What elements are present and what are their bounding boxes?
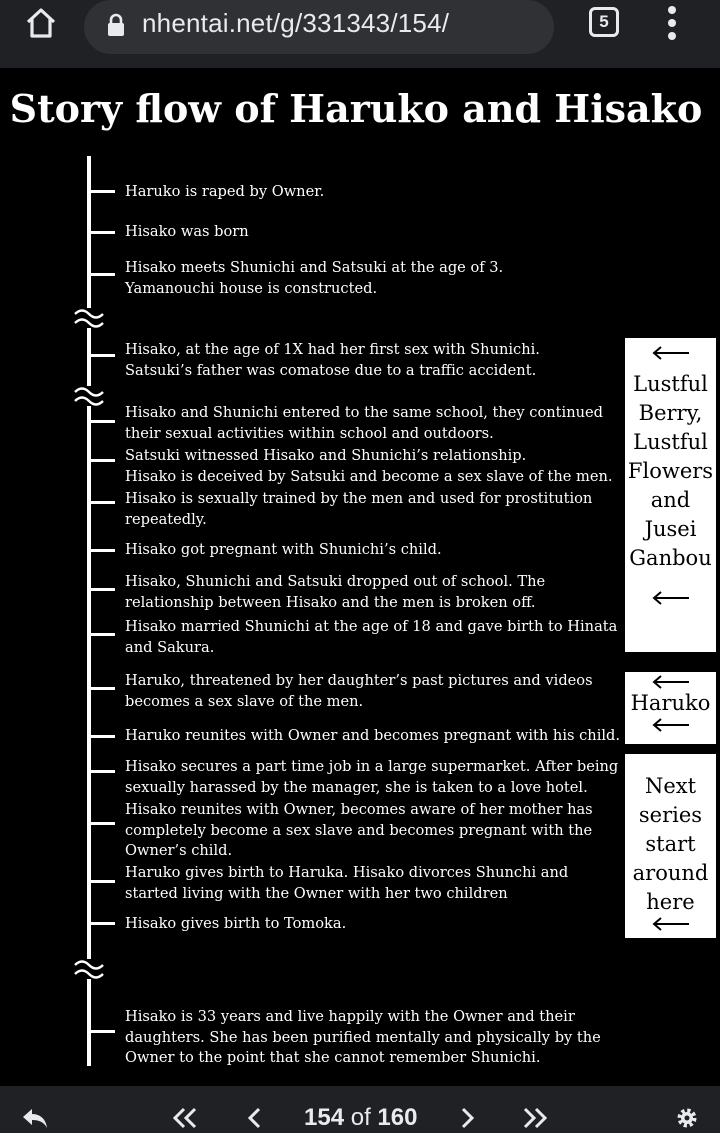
timeline-tick [89,231,115,234]
tab-switcher-button[interactable]: 5 [589,7,619,37]
timeline-event: Hisako and Shunichi entered to the same school, they continued their sexual activities within school and outdoors. [125,404,603,442]
timeline-tick [89,588,115,591]
gear-icon[interactable] [672,1106,702,1130]
timeline-event: Haruko, threatened by her daughter’s past pictures and videos becomes a sex slave of the men. [125,672,593,710]
series-label-box [625,338,716,652]
home-icon[interactable] [24,6,58,40]
timeline-event: Hisako, Shunichi and Satsuki dropped out of school. The relationship between Hisako and the men is broken off. [125,573,546,611]
timeline-tick [89,501,115,504]
timeline-tick [89,273,115,276]
current-page: 154 [304,1104,345,1131]
timeline-tick [89,549,115,552]
double-chevron-left-icon[interactable] [170,1106,200,1130]
timeline-event: Haruko is raped by Owner. [125,183,325,200]
timeline-event: Haruko gives birth to Haruka. Hisako divorces Shunchi and started living with the Owner with her two children [125,864,569,902]
timeline-tick [89,822,115,825]
timeline-event: Hisako was born [125,223,249,240]
timeline-event: Hisako meets Shunichi and Satsuki at the age of 3. Yamanouchi house is constructed. [125,259,504,297]
timeline-tick [89,420,115,423]
browser-toolbar [0,0,720,68]
arrow-left-icon [651,675,691,689]
lock-icon [106,13,126,37]
timeline-event: Haruko reunites with Owner and becomes pregnant with his child. [125,727,621,744]
series-label: Haruko [630,691,711,715]
series-label: Next series start around here [632,774,709,914]
timeline-event: Satsuki witnessed Hisako and Shunichi’s relationship. Hisako is deceived by Satsuki and become a sex slave of the men. [125,447,613,485]
timeline-tick [89,459,115,462]
double-chevron-right-icon[interactable] [520,1106,550,1130]
timeline-event: Hisako secures a part time job in a large supermarket. After being sexually harassed by the manager, she is taken to a love hotel. [125,758,619,796]
address-bar[interactable] [84,0,554,54]
chevron-right-icon[interactable] [452,1106,482,1130]
url-text: nhentai.net/g/331343/154/ [142,8,450,38]
timeline-tick [89,354,115,357]
arrow-left-icon [651,718,691,732]
timeline-event: Hisako reunites with Owner, becomes aware of her mother has completely become a sex slave and becomes pregnant with the Owner’s child. [125,801,593,859]
page-title: Story flow of Haruko and Hisako [9,86,703,131]
timeline-tick [89,922,115,925]
timeline-event: Hisako is sexually trained by the men and used for prostitution repeatedly. [125,490,593,528]
timeline-tick [89,735,115,738]
reader-nav-bar [0,1086,720,1133]
timeline-tick [89,687,115,690]
timeline-line [87,156,91,1066]
timeline-tick [89,880,115,883]
timeline-break-icon [72,304,106,332]
timeline-break-icon [72,382,106,410]
arrow-left-icon [651,591,691,605]
reply-back-icon[interactable] [20,1106,50,1130]
series-label-box [625,672,716,744]
series-label-box [625,754,716,938]
page-counter [304,1104,417,1132]
kebab-menu-icon[interactable] [664,6,680,40]
arrow-left-icon [651,917,691,931]
of-label: of [350,1104,371,1131]
chevron-left-icon[interactable] [240,1106,270,1130]
timeline-tick [89,190,115,193]
timeline-event: Hisako, at the age of 1X had her first sex with Shunichi. Satsuki’s father was comatose due to a traffic accident. [125,341,540,379]
timeline-tick [89,770,115,773]
timeline-event: Hisako is 33 years and live happily with the Owner and their daughters. She has been purified mentally and physically by the Owner to the point that she cannot remember Shunichi. [125,1008,601,1066]
total-pages: 160 [377,1104,418,1131]
timeline-event: Hisako got pregnant with Shunichi’s child. [125,541,442,558]
timeline-tick [89,1030,115,1033]
timeline-event: Hisako married Shunichi at the age of 18 and gave birth to Hinata and Sakura. [125,618,618,656]
series-label: Lustful Berry, Lustful Flowers and Jusei Ganbou [627,372,714,570]
timeline-tick [89,633,115,636]
arrow-left-icon [651,346,691,360]
timeline-break-icon [72,955,106,983]
timeline-event: Hisako gives birth to Tomoka. [125,915,347,932]
